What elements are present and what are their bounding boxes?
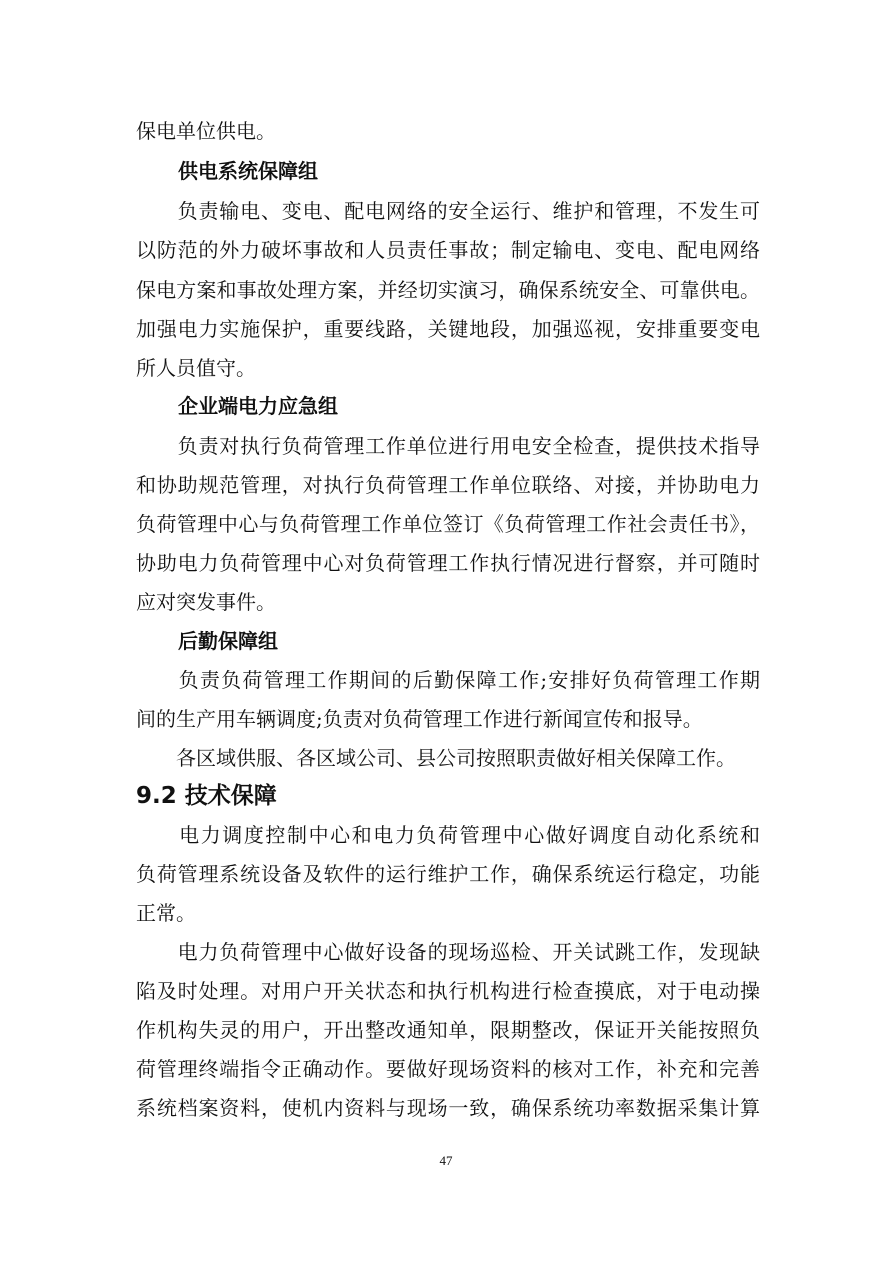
paragraph-line: 协助电力负荷管理中心对负荷管理工作执行情况进行督察，并可随时	[136, 551, 760, 575]
paragraph-line: 荷管理终端指令正确动作。要做好现场资料的核对工作，补充和完善	[136, 1057, 760, 1081]
paragraph-line: 加强电力实施保护，重要线路，关键地段，加强巡视，安排重要变电	[136, 317, 760, 341]
paragraph-line: 和协助规范管理，对执行负荷管理工作单位联络、对接，并协助电力	[136, 473, 760, 497]
paragraph-line: 负责对执行负荷管理工作单位进行用电安全检查，提供技术指导	[136, 434, 760, 458]
paragraph-line: 所人员值守。	[136, 356, 256, 380]
paragraph-line: 电力负荷管理中心做好设备的现场巡检、开关试跳工作，发现缺	[136, 940, 760, 964]
paragraph-line: 系统档案资料，使机内资料与现场一致，确保系统功率数据采集计算	[136, 1096, 760, 1120]
subheading-enterprise-emergency-group: 企业端电力应急组	[178, 394, 338, 418]
subheading-power-supply-group: 供电系统保障组	[178, 159, 318, 183]
paragraph-line: 保电单位供电。	[136, 119, 276, 143]
paragraph-line: 正常。	[136, 901, 196, 925]
paragraph-line: 作机构失灵的用户，开出整改通知单，限期整改，保证开关能按照负	[136, 1018, 760, 1042]
page-number: 47	[439, 1153, 453, 1168]
paragraph-line: 各区域供服、各区域公司、县公司按照职责做好相关保障工作。	[136, 746, 736, 770]
paragraph-line: 电力调度控制中心和电力负荷管理中心做好调度自动化系统和	[136, 823, 760, 847]
paragraph-line: 间的生产用车辆调度;负责对负荷管理工作进行新闻宣传和报导。	[136, 707, 703, 731]
section-heading-9-2: 9.2 技术保障	[136, 783, 277, 809]
paragraph-line: 以防范的外力破坏事故和人员责任事故；制定输电、变电、配电网络	[136, 238, 760, 262]
subheading-logistics-group: 后勤保障组	[178, 629, 278, 653]
paragraph-line: 应对突发事件。	[136, 590, 276, 614]
paragraph-line: 负荷管理系统设备及软件的运行维护工作，确保系统运行稳定，功能	[136, 862, 760, 886]
paragraph-line: 保电方案和事故处理方案，并经切实演习，确保系统安全、可靠供电。	[136, 278, 760, 302]
paragraph-line: 负荷管理中心与负荷管理工作单位签订《负荷管理工作社会责任书》，	[136, 512, 760, 536]
paragraph-line: 陷及时处理。对用户开关状态和执行机构进行检查摸底，对于电动操	[136, 979, 760, 1003]
paragraph-line: 负责输电、变电、配电网络的安全运行、维护和管理，不发生可	[136, 199, 760, 223]
paragraph-line: 负责负荷管理工作期间的后勤保障工作;安排好负荷管理工作期	[136, 668, 760, 692]
